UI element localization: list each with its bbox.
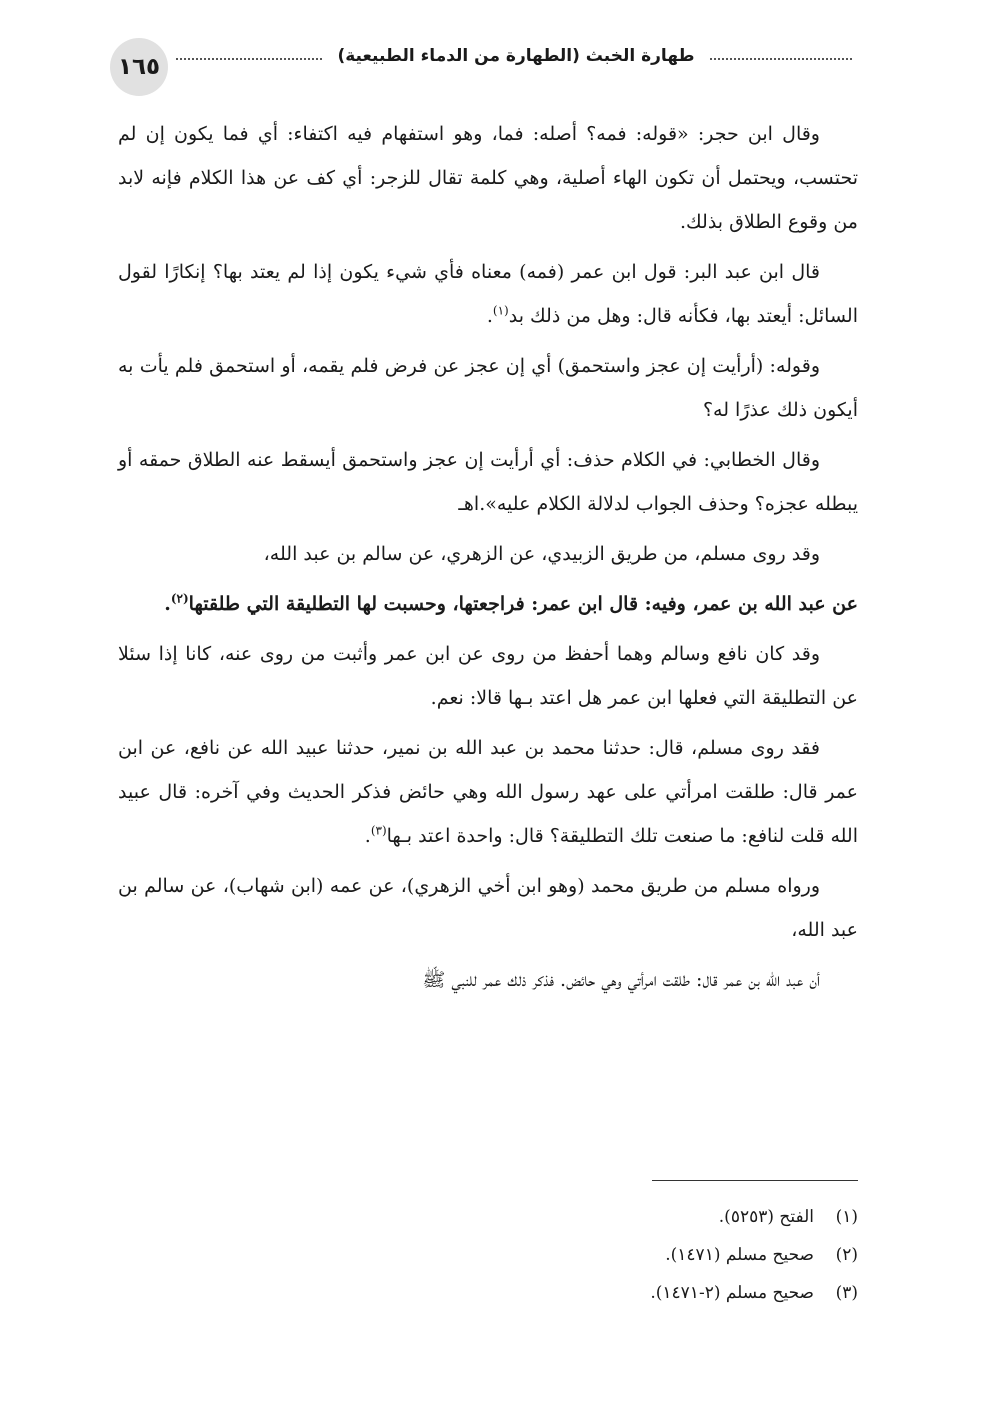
paragraph-muslim-muhammad: ورواه مسلم من طريق محمد (وهو ابن أخي الزهري)، عن عمه (ابن شهاب)، عن سالم بن عبد الله، bbox=[118, 875, 858, 941]
paragraph-ibn-abd-al-barr: قال ابن عبد البر: قول ابن عمر (فمه) معناه فأي شيء يكون إذا لم يعتد بها؟ إنكارًا لقول السائل: أيعتد بها، فكأنه قال: وهل من ذلك بد$^{(١)}$. bbox=[118, 261, 858, 327]
header-dotted-leader-left bbox=[176, 58, 322, 60]
running-header-title: طهارة الخبث (الطهارة من الدماء الطبيعية) bbox=[337, 46, 695, 66]
footnote-1 bbox=[118, 1198, 858, 1236]
footnote-number: (١) bbox=[835, 1207, 858, 1227]
footnote-text: صحيح مسلم (٢-١٤٧١). bbox=[650, 1283, 814, 1303]
paragraph-khattabi: وقال الخطابي: في الكلام حذف: أي أرأيت إن عجز واستحمق أيسقط عنه الطلاق حمقه أو يبطله عجزه؟ وحذف الجواب لدلالة الكلام عليه».اهـ bbox=[118, 449, 858, 515]
footnote-ref-3[interactable]: (٣) bbox=[370, 823, 387, 838]
footnote-text: الفتح (٥٢٥٣). bbox=[718, 1207, 814, 1227]
footnotes bbox=[118, 1198, 858, 1312]
footnote-separator bbox=[652, 1180, 858, 1181]
footnote-2 bbox=[118, 1236, 858, 1274]
footnote-number: (٢) bbox=[835, 1245, 858, 1265]
paragraph-muslim-zubaydi: وقد روى مسلم، من طريق الزبيدي، عن الزهري، عن سالم بن عبد الله، bbox=[263, 543, 820, 565]
footnote-ref-2[interactable]: (٢) bbox=[170, 591, 189, 606]
paragraph-ibn-umar-quote: عن عبد الله بن عمر، وفيه: قال ابن عمر: فراجعتها، وحسبت لها التطليقة التي طلقتها$^{(٢)}$. bbox=[164, 591, 858, 615]
paragraph-abd-allah-ibn-umar: أن عبد الله بن عمر قال: طلقت امرأتي وهي حائض. فذكر ذلك عمر للنبي ﷺ bbox=[422, 969, 820, 991]
footnote-text: صحيح مسلم (١٤٧١). bbox=[665, 1245, 814, 1265]
page-header bbox=[110, 38, 870, 98]
paragraph-qawluhu: وقوله: (أرأيت إن عجز واستحمق) أي إن عجز عن فرض فلم يقمه، أو استحمق فلم يأت به أيكون ذلك عذرًا له؟ bbox=[118, 355, 858, 421]
page-number-badge: ١٦٥ bbox=[110, 38, 168, 96]
main-text bbox=[118, 112, 858, 1008]
header-dotted-leader-right bbox=[710, 58, 852, 60]
paragraph-nafi-salim: وقد كان نافع وسالم وهما أحفظ من روى عن ابن عمر وأثبت من روى عنه، كانا إذا سئلا عن التطليقة التي فعلها ابن عمر هل اعتد بـها قالا: نعم. bbox=[118, 643, 858, 709]
footnote-3 bbox=[118, 1274, 858, 1312]
paragraph-ibn-hajar: وقال ابن حجر: «قوله: فمه؟ أصله: فما، وهو استفهام فيه اكتفاء: أي فما يكون إن لم تحتسب، ويحتمل أن تكون الهاء أصلية، وهي كلمة تقال للزجر: أي كف عن هذا الكلام فإنه لابد من وقوع الطلاق بذلك. bbox=[118, 123, 858, 233]
footnote-ref-1[interactable]: (١) bbox=[492, 303, 509, 318]
paragraph-muslim-numayr: فقد روى مسلم، قال: حدثنا محمد بن عبد الله بن نمير، حدثنا عبيد الله عن نافع، عن ابن عمر قال: طلقت امرأتي على عهد رسول الله وهي حائض فذكر الحديث وفي آخره: قال عبيد الله قلت لنافع: ما صنعت تلك التطليقة؟ قال: واحدة اعتد بـها$^{(٣)}$. bbox=[118, 737, 858, 847]
footnote-number: (٣) bbox=[835, 1283, 858, 1303]
